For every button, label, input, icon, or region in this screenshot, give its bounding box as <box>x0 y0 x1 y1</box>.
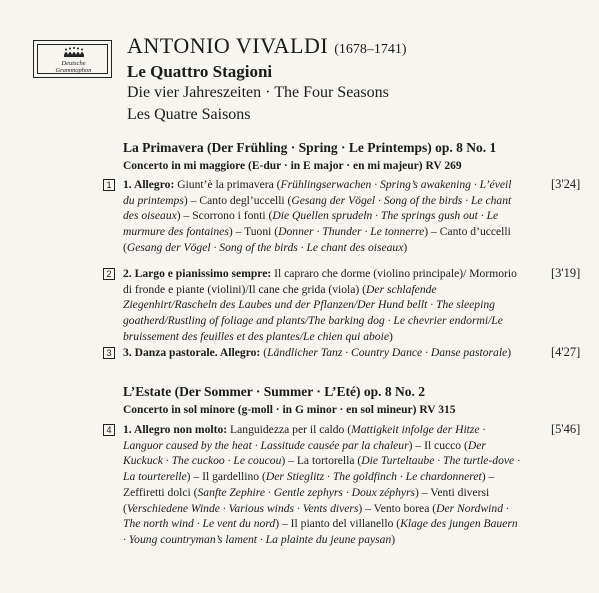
work-title: Le Quattro Stagioni <box>127 62 273 81</box>
concerto-title-summer: L’Estate (Der Sommer · Summer · L’Eté) op. 8 No. 2 <box>123 384 425 399</box>
track-number-box: 3 <box>103 347 115 359</box>
movement-title: 2. Largo e pianissimo sempre: <box>123 267 272 280</box>
italian-text: ) – Tuoni ( <box>228 225 279 239</box>
track-number-box: 4 <box>103 424 115 436</box>
italian-text: ) – Vento borea ( <box>358 501 437 515</box>
italian-text: ) – Venti diversi ( <box>123 485 490 515</box>
movement-title: 3. Danza pastorale. Allegro: <box>123 346 261 359</box>
italian-text: ) – La tortorella ( <box>281 454 362 468</box>
italian-text: ) – Scorrono i fonti ( <box>176 209 273 223</box>
track-duration: [3'19] <box>551 266 581 280</box>
concerto-key-spring: Concerto in mi maggiore (E-dur · in E major · en mi majeur) RV 269 <box>123 160 462 172</box>
label-wordmark <box>34 41 113 79</box>
translation-text: Der Stieglitz · The goldfinch · Le chardonneret <box>265 470 482 484</box>
italian-text: ) – Il pianto del villanello ( <box>275 517 401 531</box>
translation-text: Sanfte Zephire · Gentle zephyrs · Doux zéphyrs <box>197 485 416 499</box>
movement-title: 1. Allegro: <box>123 178 175 191</box>
italian-text: ( <box>260 346 268 359</box>
track-description <box>123 422 523 548</box>
concerto-key-summer: Concerto in sol minore (g-moll · in G minor · en sol mineur) RV 315 <box>123 404 456 416</box>
work-subtitle-french: Les Quatre Saisons <box>127 106 251 123</box>
translation-text: Ländlicher Tanz · Country Dance · Danse pastorale <box>267 346 508 359</box>
italian-text: Languidezza per il caldo ( <box>227 423 352 436</box>
translation-text: Gesang der Vögel · Song of the birds · Le chant des oiseaux <box>123 193 512 223</box>
italian-text: Giunt’è la primavera ( <box>174 178 281 191</box>
translation-text: Verschiedene Winde · Various winds · Vents divers <box>126 501 359 515</box>
italian-text: ) – Canto degl’uccelli ( <box>183 193 292 207</box>
label-name-line1: Deutsche <box>61 60 86 67</box>
composer-heading <box>127 33 407 59</box>
track-description <box>123 266 523 345</box>
italian-text: Il capraro che dorme (violino principale)/ Mormorio di fronde e piante (violini)/Il cane che grida (viola) ( <box>123 267 517 296</box>
track-duration: [3'24] <box>551 177 581 191</box>
translation-text: Donner · Thunder · Le tonnerre <box>278 225 425 239</box>
translation-text: Der schlafende Ziegenhirt/Rascheln des Laubes und der Pflanzen/Der Hund bellt · The sleeping goatherd/Rustling of foliage and plants/The barking dog · Le chevrier endormi/Le bruissement des feuilles et des plantes/Le chien qui aboie <box>123 282 503 343</box>
italian-text: ) <box>403 240 408 254</box>
concerto-title-spring: La Primavera (Der Frühling · Spring · Le Printemps) op. 8 No. 1 <box>123 140 497 155</box>
italian-text: ) – Il cucco ( <box>408 438 468 452</box>
track-duration: [5'46] <box>551 422 581 436</box>
translation-text: Der Kuckuck · The cuckoo · Le coucou <box>123 438 486 468</box>
italian-text: ) – Il gardellino ( <box>186 470 266 484</box>
track-description <box>123 345 523 361</box>
translation-text: Der Nordwind · The north wind · Le vent du nord <box>123 501 509 531</box>
translation-text: Klage des jungen Bauern · Young countryman’s lament · La plainte du jeune paysan <box>123 517 518 546</box>
deutsche-grammophon-logo <box>33 40 112 78</box>
track-number-box: 1 <box>103 179 115 191</box>
track-number-box: 2 <box>103 268 115 280</box>
composer-name: ANTONIO VIVALDI <box>127 33 329 58</box>
translation-text: Mattigkeit infolge der Hitze · Languor caused by the heat · Lassitude causée par la chaleur <box>123 423 486 452</box>
translation-text: Gesang der Vögel · Song of the birds · Le chant des oiseaux <box>126 240 404 254</box>
italian-text: ) <box>391 532 396 546</box>
italian-text: ) <box>388 329 393 343</box>
translation-text: Die Quellen sprudeln · The springs gush out · Le murmure des fontaines <box>123 209 499 239</box>
track-description <box>123 177 523 256</box>
work-subtitle-translations: Die vier Jahreszeiten · The Four Seasons <box>127 84 389 101</box>
composer-dates: (1678–1741) <box>334 42 407 57</box>
track-duration: [4'27] <box>551 345 581 359</box>
italian-text: ) – Canto d’uccelli ( <box>123 225 511 254</box>
translation-text: Die Turteltaube · The turtle-dove · La tourterelle <box>123 454 520 484</box>
italian-text: ) <box>507 346 512 359</box>
italian-text: ) – Zeffiretti dolci ( <box>123 470 495 499</box>
translation-text: Frühlingserwachen · Spring’s awakening · L’éveil du printemps <box>123 178 512 207</box>
movement-title: 1. Allegro non molto: <box>123 423 228 436</box>
label-name-line2: Grammophon <box>55 67 92 74</box>
